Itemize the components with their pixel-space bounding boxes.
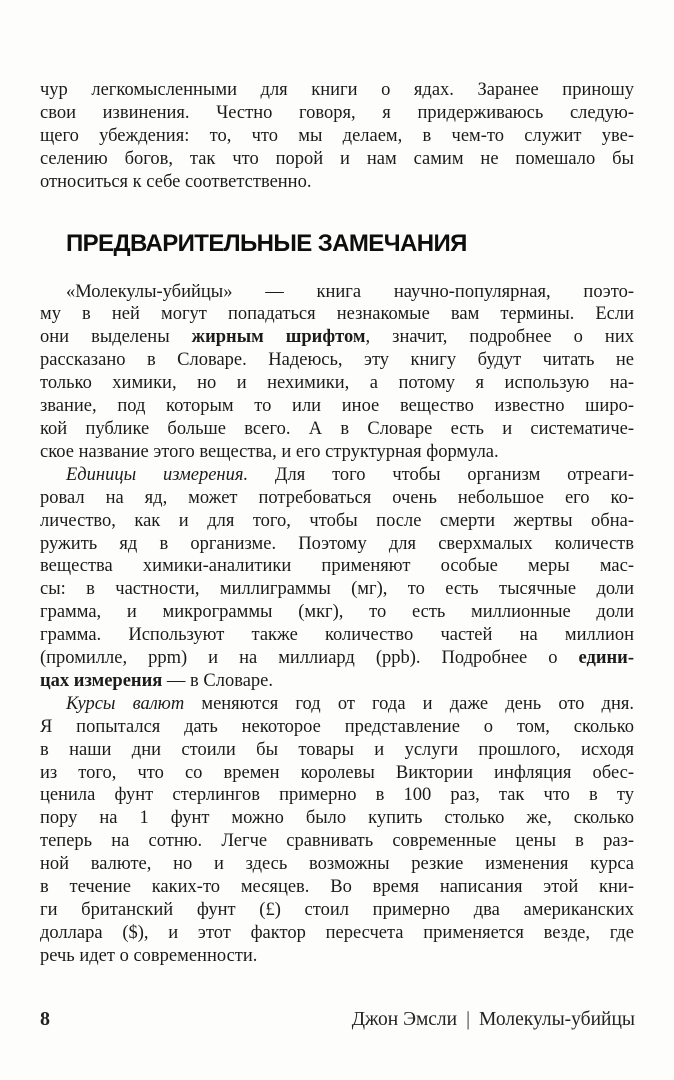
text-line: (промилле, ppm) и на миллиард (ppb). Подробнее о едини-: [40, 648, 634, 669]
body-text: [40, 79, 634, 968]
text-line: ги британский фунт (£) стоил примерно два американских: [40, 900, 634, 920]
text-line: сы: в частности, миллиграммы (мг), то есть тысячные доли: [40, 579, 634, 600]
text-line: свои извинения. Честно говоря, я придерживаюсь следую-: [40, 102, 634, 123]
text-line: доллара ($), и этот фактор пересчета применяется везде, где: [40, 922, 634, 943]
text-line: ружить яд в организме. Поэтому для сверхмалых количеств: [40, 533, 634, 554]
paragraph: [40, 281, 634, 464]
section-heading: ПРЕДВАРИТЕЛЬНЫЕ ЗАМЕЧАНИЯ: [66, 229, 467, 257]
text-line: в наши дни стоили бы товары и услуги прошлого, исходя: [40, 739, 634, 760]
running-author: Джон Эмсли: [351, 1009, 458, 1030]
text-line: вещества химики-аналитики применяют особые меры мас-: [40, 556, 634, 577]
text-line: теперь на сотню. Легче сравнивать современные цены в раз-: [40, 831, 634, 852]
text-line: относиться к себе соответственно.: [40, 171, 312, 192]
text-line: они выделены жирным шрифтом, значит, подробнее о них: [40, 327, 634, 348]
text-line: «Молекулы-убийцы» — книга научно-популярная, поэто-: [66, 281, 634, 302]
text-line: пору на 1 фунт можно было купить столько же, сколько: [40, 808, 634, 829]
text-line: ское название этого вещества, и его структурная формула.: [40, 441, 499, 462]
text-line: звание, под которым то или иное вещество известно широ-: [40, 396, 634, 417]
text-line: Курсы валют меняются год от года и даже день ото дня.: [66, 693, 635, 714]
running-head: [352, 1009, 635, 1031]
text-line: рассказано в Словаре. Надеюсь, эту книгу будут читать не: [40, 350, 634, 371]
text-line: в течение каких-то месяцев. Во время написания этой кни-: [40, 877, 634, 898]
text-line: грамма. Используют также количество частей на миллион: [40, 625, 634, 646]
page-number: 8: [40, 1008, 50, 1030]
text-line: щего убеждения: то, что мы делаем, в чем-то служит уве-: [40, 125, 634, 146]
text-line: кой публике больше всего. А в Словаре есть и систематиче-: [40, 418, 634, 439]
paragraph: [40, 464, 634, 693]
text-line: ровал на яд, может потребоваться очень небольшое его ко-: [40, 487, 634, 508]
text-line: му в ней могут попадаться незнакомые вам термины. Если: [40, 304, 634, 325]
text-line: личество, как и для того, чтобы после смерти жертвы обна-: [40, 510, 634, 531]
text-line: ценила фунт стерлингов примерно в 100 раз, так что в ту: [40, 785, 634, 806]
text-line: чур легкомысленными для книги о ядах. Заранее приношу: [40, 80, 634, 100]
text-line: грамма, и микрограммы (мкг), то есть миллионные доли: [40, 602, 634, 623]
paragraph: [40, 693, 634, 968]
footer-separator: |: [466, 1009, 471, 1030]
paragraph: [40, 79, 634, 194]
text-line: только химики, но и нехимики, а потому я использую на-: [40, 373, 634, 394]
running-title: Молекулы-убийцы: [479, 1009, 635, 1030]
page-footer: [40, 1008, 635, 1031]
text-line: селению богов, так что порой и нам самим не помешало бы: [40, 148, 634, 169]
text-line: речь идет о современности.: [40, 945, 258, 966]
text-line: Единицы измерения. Для того чтобы организм отреаги-: [66, 464, 634, 485]
text-line: Я попытался дать некоторое представление о том, сколько: [40, 716, 634, 737]
text-line: из того, что со времен королевы Виктории инфляция обес-: [40, 762, 634, 783]
text-line: ной валюте, но и здесь возможны резкие изменения курса: [40, 854, 634, 875]
text-line: цах измерения — в Словаре.: [40, 670, 273, 691]
